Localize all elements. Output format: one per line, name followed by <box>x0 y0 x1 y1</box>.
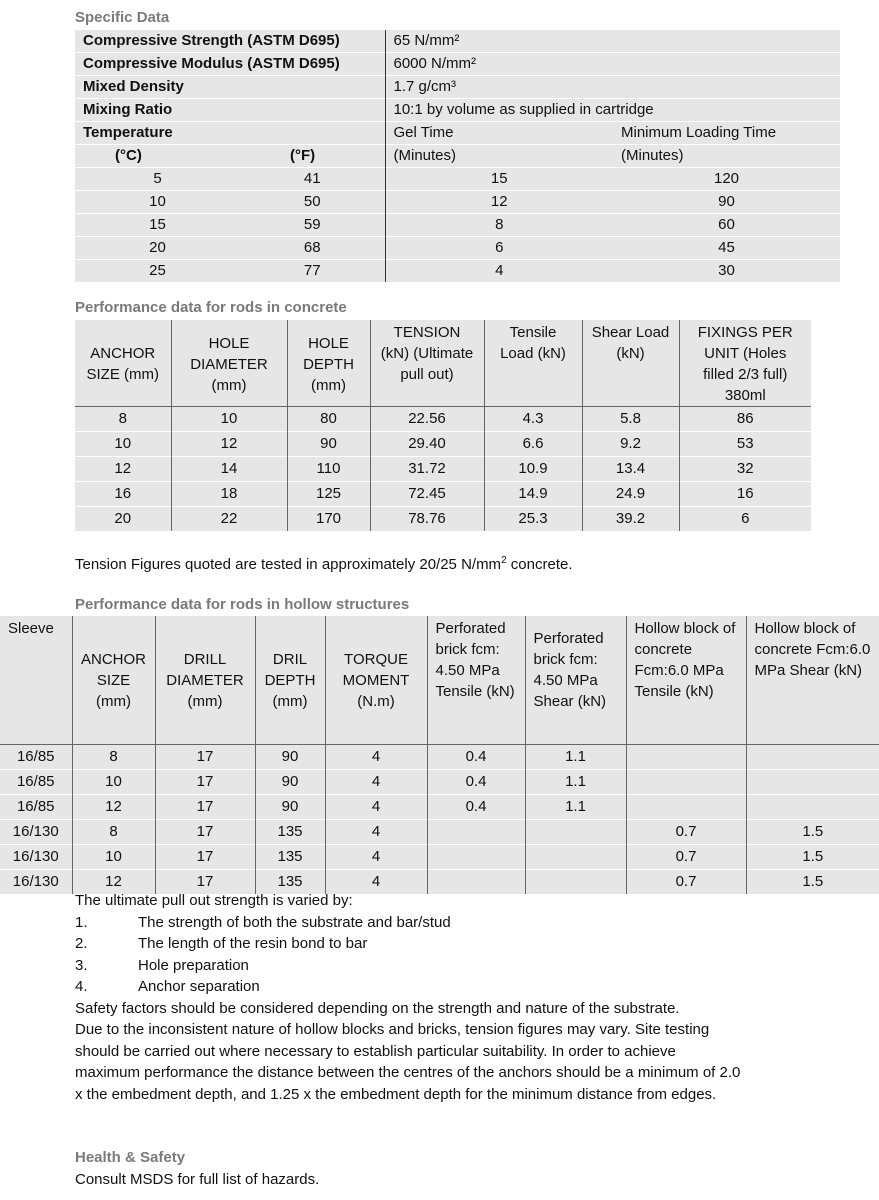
cell: 4 <box>325 819 427 844</box>
cell: 8 <box>75 407 171 432</box>
hollow-row <box>0 769 879 794</box>
temperature-label: Temperature <box>75 122 385 145</box>
specific-data-table <box>75 29 840 282</box>
list-item <box>75 912 835 934</box>
property-row <box>75 53 840 76</box>
paragraph-line: Due to the inconsistent nature of hollow blocks and bricks, tension figures may vary. Site testing <box>75 1021 710 1038</box>
cell: 16/130 <box>0 844 72 869</box>
cell: 72.45 <box>370 482 484 507</box>
concrete-header-row <box>75 320 811 407</box>
concrete-row <box>75 507 811 532</box>
hollow-row <box>0 819 879 844</box>
cell: 9.2 <box>582 432 679 457</box>
list-text: Hole preparation <box>138 956 249 974</box>
cell <box>427 819 525 844</box>
list-text: Anchor separation <box>138 978 260 995</box>
tension-note-text: Tension Figures quoted are tested in approximately 20/25 N/mm <box>75 556 502 573</box>
cell: 39.2 <box>582 507 679 532</box>
header-drill-depth: DRIL DEPTH (mm) <box>255 616 325 744</box>
property-row <box>75 30 840 53</box>
cell: 4.3 <box>484 407 582 432</box>
cell: 1.5 <box>746 869 879 894</box>
header-sleeve: Sleeve <box>8 620 54 637</box>
header-tensile-load: Tensile Load (kN) <box>484 320 582 407</box>
header-anchor-size: ANCHOR SIZE (mm) <box>75 320 171 407</box>
header-brick-shear: Perforated brick fcm: 4.50 MPa Shear (kN) <box>525 616 626 744</box>
specific-data-heading: Specific Data <box>75 9 170 26</box>
property-row <box>75 99 840 122</box>
hollow-row <box>0 794 879 819</box>
concrete-row <box>75 482 811 507</box>
cell: 12 <box>75 457 171 482</box>
header-hole-depth: HOLE DEPTH (mm) <box>287 320 370 407</box>
health-safety-text: Consult MSDS for full list of hazards. <box>75 1171 320 1188</box>
temp-f: 59 <box>240 214 385 237</box>
header-tension: TENSION (kN) (Ultimate pull out) <box>370 320 484 407</box>
cell: 5.8 <box>582 407 679 432</box>
cell: 4 <box>325 794 427 819</box>
list-item <box>75 976 835 998</box>
concrete-row <box>75 432 811 457</box>
list-number: 1. <box>75 913 88 931</box>
list-text: The strength of both the substrate and bar/stud <box>138 913 451 931</box>
header-anchor-size: ANCHOR SIZE (mm) <box>72 616 155 744</box>
header-torque: TORQUE MOMENT (N.m) <box>325 616 427 744</box>
cell: 25.3 <box>484 507 582 532</box>
tension-note <box>75 550 573 576</box>
cell: 4 <box>325 744 427 769</box>
gel-time: 12 <box>385 191 613 214</box>
temperature-row <box>75 214 840 237</box>
gel-time-unit: (Minutes) <box>385 145 613 168</box>
header-shear-load: Shear Load (kN) <box>582 320 679 407</box>
cell: 4 <box>325 869 427 894</box>
cell: 17 <box>155 744 255 769</box>
cell: 125 <box>287 482 370 507</box>
cell: 16 <box>75 482 171 507</box>
list-number: 3. <box>75 956 88 974</box>
temperature-header-row <box>75 122 840 145</box>
list-number: 2. <box>75 935 88 952</box>
header-drill-diameter: DRILL DIAMETER (mm) <box>155 616 255 744</box>
property-value: 1.7 g/cm³ <box>385 76 840 99</box>
gel-time-header: Gel Time <box>385 122 613 145</box>
cell: 12 <box>171 432 287 457</box>
health-safety-heading: Health & Safety <box>75 1149 186 1166</box>
safety-note: Safety factors should be considered depending on the strength and nature of the substrate. <box>75 999 680 1017</box>
concrete-heading: Performance data for rods in concrete <box>75 299 347 316</box>
cell: 12 <box>72 794 155 819</box>
property-label: Mixed Density <box>75 76 385 99</box>
hollow-performance-table <box>0 616 879 894</box>
cell: 4 <box>325 769 427 794</box>
cell: 1.5 <box>746 844 879 869</box>
gel-time: 8 <box>385 214 613 237</box>
header-block-shear: Hollow block of concrete Fcm:6.0 MPa Shear (kN) <box>746 616 879 744</box>
min-loading-header: Minimum Loading Time <box>613 122 840 145</box>
cell: 135 <box>255 819 325 844</box>
property-label: Compressive Modulus (ASTM D695) <box>75 53 385 76</box>
concrete-row <box>75 407 811 432</box>
hollow-row <box>0 844 879 869</box>
cell: 18 <box>171 482 287 507</box>
cell: 0.4 <box>427 769 525 794</box>
gel-time: 4 <box>385 260 613 283</box>
cell: 16/85 <box>0 794 72 819</box>
cell: 1.1 <box>525 744 626 769</box>
cell: 22 <box>171 507 287 532</box>
property-label: Mixing Ratio <box>75 99 385 122</box>
cell: 17 <box>155 794 255 819</box>
temp-f: 50 <box>240 191 385 214</box>
tension-note-superscript: 2 <box>501 555 507 566</box>
temp-c: 5 <box>75 168 240 191</box>
cell: 16 <box>679 482 811 507</box>
cell: 16/130 <box>0 869 72 894</box>
cell: 32 <box>679 457 811 482</box>
notes-block <box>75 890 835 1105</box>
cell: 16/85 <box>0 744 72 769</box>
list-item <box>75 955 835 977</box>
property-value: 6000 N/mm² <box>385 53 840 76</box>
temperature-row <box>75 260 840 283</box>
cell: 8 <box>72 744 155 769</box>
cell: 86 <box>679 407 811 432</box>
cell: 6 <box>679 507 811 532</box>
cell: 90 <box>287 432 370 457</box>
cell: 1.5 <box>746 819 879 844</box>
notes-intro: The ultimate pull out strength is varied by: <box>75 892 353 909</box>
cell: 0.7 <box>626 844 746 869</box>
cell: 17 <box>155 869 255 894</box>
temp-c: 20 <box>75 237 240 260</box>
paragraph-line: maximum performance the distance between the centres of the anchors should be a minimum of 2.0 <box>75 1064 741 1081</box>
property-value: 10:1 by volume as supplied in cartridge <box>385 99 840 122</box>
header-block-tensile: Hollow block of concrete Fcm:6.0 MPa Tensile (kN) <box>626 616 746 744</box>
header-fixings: FIXINGS PER UNIT (Holes filled 2/3 full) 380ml <box>679 320 811 407</box>
loading-time: 30 <box>613 260 840 283</box>
concrete-performance-table <box>75 319 811 531</box>
cell: 8 <box>72 819 155 844</box>
cell <box>626 769 746 794</box>
cell <box>525 844 626 869</box>
cell: 0.7 <box>626 819 746 844</box>
tension-note-suffix: concrete. <box>506 556 573 573</box>
temp-f: 41 <box>240 168 385 191</box>
temperature-row <box>75 191 840 214</box>
temp-c: 15 <box>75 214 240 237</box>
temperature-units-row <box>75 145 840 168</box>
cell: 16/85 <box>0 769 72 794</box>
cell: 135 <box>255 869 325 894</box>
hollow-heading: Performance data for rods in hollow structures <box>75 596 410 613</box>
hollow-row <box>0 744 879 769</box>
temp-f: 68 <box>240 237 385 260</box>
gel-time: 15 <box>385 168 613 191</box>
cell: 17 <box>155 844 255 869</box>
cell: 20 <box>75 507 171 532</box>
header-hole-diameter: HOLE DIAMETER (mm) <box>171 320 287 407</box>
temp-c: 25 <box>75 260 240 283</box>
cell: 17 <box>155 819 255 844</box>
list-number: 4. <box>75 978 88 995</box>
cell: 90 <box>255 794 325 819</box>
cell <box>626 744 746 769</box>
cell: 14.9 <box>484 482 582 507</box>
cell: 29.40 <box>370 432 484 457</box>
cell: 22.56 <box>370 407 484 432</box>
cell: 1.1 <box>525 769 626 794</box>
hollow-header-row <box>0 616 879 744</box>
cell: 31.72 <box>370 457 484 482</box>
cell: 4 <box>325 844 427 869</box>
cell <box>746 769 879 794</box>
celsius-unit: (°C) <box>75 145 240 168</box>
cell: 10 <box>171 407 287 432</box>
cell: 170 <box>287 507 370 532</box>
cell: 10 <box>72 769 155 794</box>
cell: 78.76 <box>370 507 484 532</box>
loading-time: 90 <box>613 191 840 214</box>
loading-time: 120 <box>613 168 840 191</box>
cell: 0.4 <box>427 794 525 819</box>
cell: 13.4 <box>582 457 679 482</box>
temperature-row <box>75 168 840 191</box>
cell: 135 <box>255 844 325 869</box>
temp-c: 10 <box>75 191 240 214</box>
cell: 12 <box>72 869 155 894</box>
property-row <box>75 76 840 99</box>
loading-time: 60 <box>613 214 840 237</box>
property-value: 65 N/mm² <box>385 30 840 53</box>
cell <box>525 819 626 844</box>
list-item <box>75 933 835 955</box>
paragraph-line: x the embedment depth, and 1.25 x the embedment depth for the minimum distance from edges. <box>75 1085 717 1103</box>
property-label: Compressive Strength (ASTM D695) <box>75 30 385 53</box>
cell: 17 <box>155 769 255 794</box>
cell <box>746 744 879 769</box>
cell: 53 <box>679 432 811 457</box>
cell: 10 <box>75 432 171 457</box>
cell: 90 <box>255 744 325 769</box>
temp-f: 77 <box>240 260 385 283</box>
loading-time: 45 <box>613 237 840 260</box>
cell: 0.7 <box>626 869 746 894</box>
cell: 10 <box>72 844 155 869</box>
cell <box>626 794 746 819</box>
cell: 110 <box>287 457 370 482</box>
temperature-row <box>75 237 840 260</box>
cell: 1.1 <box>525 794 626 819</box>
concrete-row <box>75 457 811 482</box>
min-loading-unit: (Minutes) <box>613 145 840 168</box>
cell: 0.4 <box>427 744 525 769</box>
gel-time: 6 <box>385 237 613 260</box>
fahrenheit-unit: (°F) <box>240 145 385 168</box>
cell: 90 <box>255 769 325 794</box>
cell: 10.9 <box>484 457 582 482</box>
cell: 80 <box>287 407 370 432</box>
cell <box>746 794 879 819</box>
cell: 16/130 <box>0 819 72 844</box>
paragraph-line: should be carried out where necessary to establish particular suitability. In order to achieve <box>75 1042 676 1060</box>
cell: 6.6 <box>484 432 582 457</box>
list-text: The length of the resin bond to bar <box>138 935 368 952</box>
cell <box>427 844 525 869</box>
header-brick-tensile: Perforated brick fcm: 4.50 MPa Tensile (kN) <box>427 616 525 744</box>
cell: 14 <box>171 457 287 482</box>
cell: 24.9 <box>582 482 679 507</box>
